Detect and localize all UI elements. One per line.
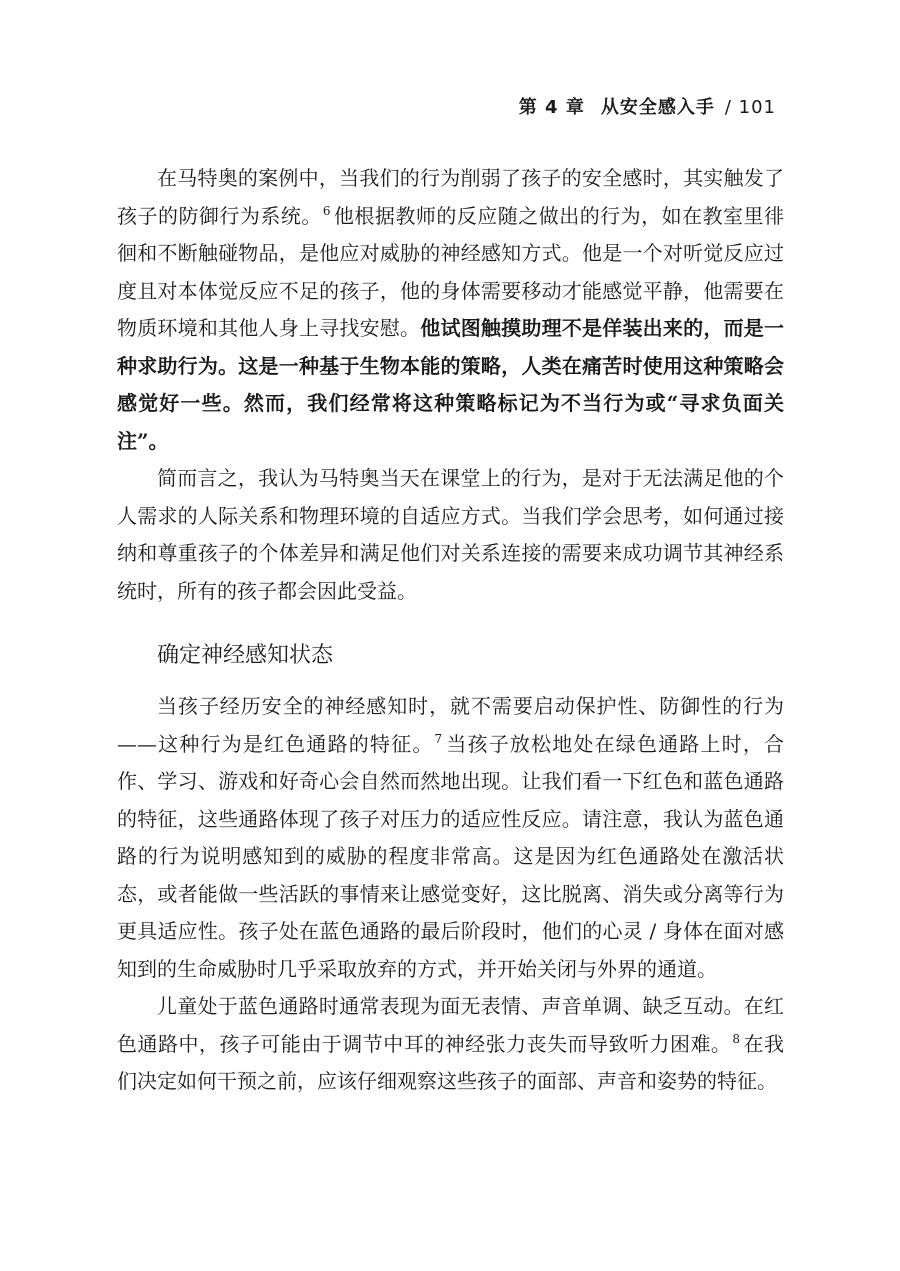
paragraph-4-text: 儿童处于蓝色通路时通常表现为面无表情、声音单调、缺乏互动。在红色通路中，孩子可能由于调节中耳的神经张力丧失而导致听力困难。 <box>117 994 784 1056</box>
endnote-8: 8 <box>732 1031 741 1046</box>
endnote-7: 7 <box>434 731 443 746</box>
page-number: / 101 <box>724 97 776 118</box>
chapter-number: 第 4 章 <box>518 97 585 118</box>
page-body <box>117 160 784 1101</box>
paragraph-2-text: 当我们学会思考，如何通过接纳和尊重孩子的个体差异和满足他们对关系连接的需要来成功调节其神经系统时，所有的孩子都会因此受益。 <box>117 503 784 603</box>
chapter-title: 从安全感入手 <box>600 97 715 118</box>
running-head <box>519 93 776 119</box>
paragraph-2 <box>117 460 784 610</box>
paragraph-1-bold-text: 他试图触摸助理不是佯装出来的，而是一种求助行为。这是一种基于生物本能的策略，人类在痛苦时使用这种策略会感觉好一些。然而，我们经常将这种策略标记为不当行为或“寻求负面关注”。 <box>117 316 784 453</box>
paragraph-4-text-cont: 在我们决定如何干预之前，应该仔细观察这些孩子的面部、声音和姿势的特征。 <box>117 1031 785 1093</box>
paragraph-1-text-cont: 他根据教师的反应随之做出的行为，如在教室里徘徊和不断触碰物品，是他应对威胁的神经感知方式。他是一个对听觉反应过度且对本体觉反应不足的孩子，他的身体需要移动才能感觉平静，他需要在物质环境和其他人身上寻找安慰。 <box>117 203 785 340</box>
paragraph-1-text: 在马特奥的案例中，当我们的行为削弱了孩子的安全感时，其实触发了孩子的防御行为系统。 <box>117 166 784 228</box>
paragraph-2-emphasis: 简而言之，我认为马特奥当天在课堂上的行为，是对于无法满足他的个人需求的人际关系和物理环境的自适应方式。 <box>117 466 784 528</box>
paragraph-1 <box>117 160 784 460</box>
paragraph-3-text: 当孩子经历安全的神经感知时，就不需要启动保护性、防御性的行为——这种行为是红色通路的特征。 <box>117 694 784 756</box>
section-heading: 确定神经感知状态 <box>157 643 334 668</box>
endnote-6: 6 <box>322 203 331 218</box>
paragraph-4 <box>117 988 784 1101</box>
paragraph-3-text-cont: 当孩子放松地处在绿色通路上时，合作、学习、游戏和好奇心会自然而然地出现。让我们看一下红色和蓝色通路的特征，这些通路体现了孩子对压力的适应性反应。请注意，我认为蓝色通路的行为说明感知到的威胁的程度非常高。这是因为红色通路处在激活状态，或者能做一些活跃的事情来让感觉变好，这比脱离、消失或分离等行为更具适应性。孩子处在蓝色通路的最后阶段时，他们的心灵 / 身体在面对感知到的生命威胁时几乎采取放弃的方式，并开始关闭与外界的通道。 <box>117 731 785 981</box>
paragraph-3 <box>117 688 784 988</box>
